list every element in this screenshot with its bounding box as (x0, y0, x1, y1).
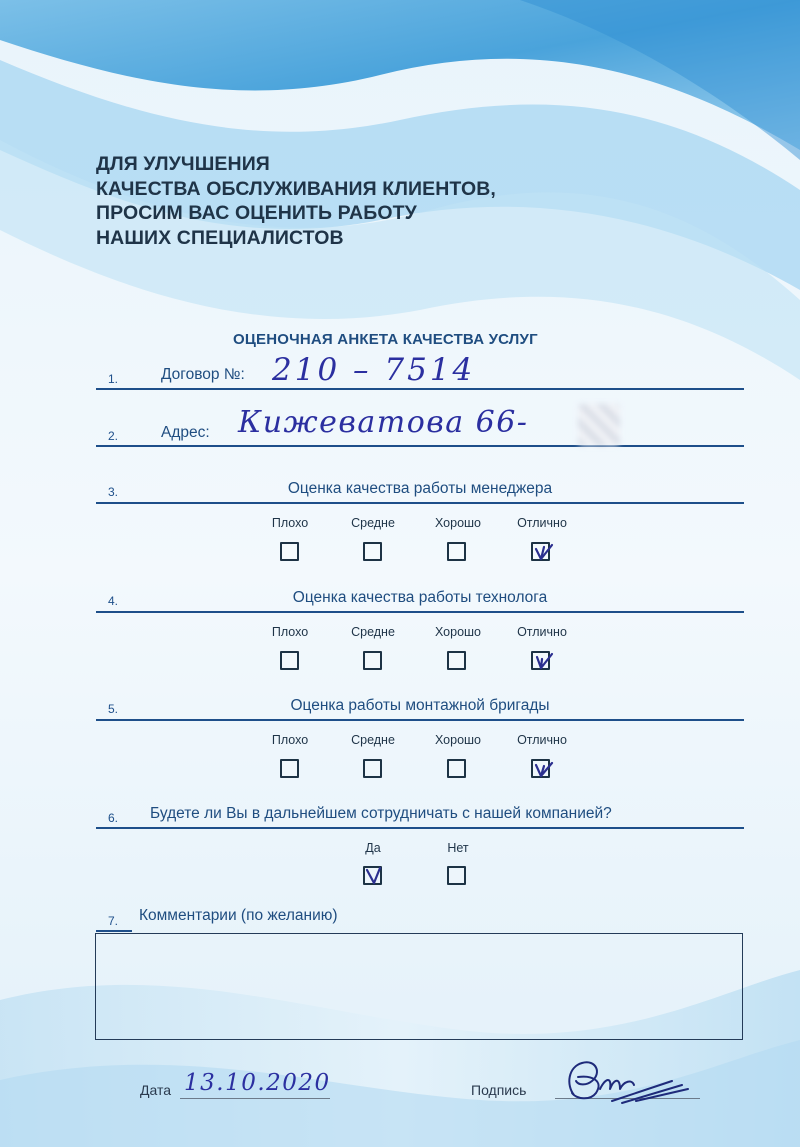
option-label-no: Нет (447, 841, 469, 855)
item-underline (96, 611, 744, 613)
item-number: 4. (108, 594, 119, 608)
crew-good-checkbox[interactable] (447, 759, 466, 778)
date-field[interactable]: 13.10.2020 (184, 1070, 331, 1096)
comments-label: Комментарии (по желанию) (139, 907, 338, 924)
contract-number-field[interactable]: 210 – 7514 (272, 352, 476, 388)
headline-line: КАЧЕСТВА ОБСЛУЖИВАНИЯ КЛИЕНТОВ, (96, 177, 496, 200)
item-number: 1. (108, 372, 119, 386)
item-number: 2. (108, 429, 119, 443)
item-underline (96, 445, 744, 447)
headline-line: ДЛЯ УЛУЧШЕНИЯ (96, 153, 270, 175)
redacted-patch (578, 404, 620, 446)
technologist-poor-checkbox[interactable] (280, 651, 299, 670)
checkmark-icon (530, 648, 558, 676)
form-title: ОЦЕНОЧНАЯ АНКЕТА КАЧЕСТВА УСЛУГ (233, 331, 538, 348)
signature-label: Подпись (471, 1082, 527, 1098)
manager-good-checkbox[interactable] (447, 542, 466, 561)
item-underline (96, 502, 744, 504)
manager-excellent-checkbox[interactable] (531, 542, 550, 561)
option-label-average: Средне (351, 733, 395, 747)
address-label: Адрес: (161, 424, 210, 441)
option-label-poor: Плохо (271, 516, 309, 530)
address-field[interactable]: Кижеватова 66- (238, 405, 529, 440)
checkmark-icon (362, 863, 390, 891)
checkmark-icon (530, 756, 558, 784)
option-label-good: Хорошо (434, 733, 482, 747)
headline-line: ПРОСИМ ВАС ОЦЕНИТЬ РАБОТУ (96, 202, 417, 224)
option-label-good: Хорошо (434, 625, 482, 639)
manager-poor-checkbox[interactable] (280, 542, 299, 561)
crew-excellent-checkbox[interactable] (531, 759, 550, 778)
item-underline (96, 388, 744, 390)
option-label-average: Средне (351, 516, 395, 530)
item-underline (96, 827, 744, 829)
date-underline (180, 1098, 330, 1099)
contract-label: Договор №: (161, 366, 245, 383)
technologist-good-checkbox[interactable] (447, 651, 466, 670)
item-number: 7. (108, 914, 119, 928)
item-number: 6. (108, 811, 119, 825)
date-label: Дата (140, 1082, 172, 1098)
item-number: 5. (108, 702, 119, 716)
item-number: 3. (108, 485, 119, 499)
rating-title-manager: Оценка качества работы менеджера (287, 480, 553, 497)
option-label-excellent: Отлично (517, 733, 567, 747)
cooperation-question: Будете ли Вы в дальнейшем сотрудничать с нашей компанией? (150, 805, 612, 822)
comments-textarea[interactable] (95, 933, 743, 1040)
option-label-excellent: Отлично (517, 625, 567, 639)
cooperation-yes-checkbox[interactable] (363, 866, 382, 885)
cooperation-no-checkbox[interactable] (447, 866, 466, 885)
technologist-excellent-checkbox[interactable] (531, 651, 550, 670)
technologist-average-checkbox[interactable] (363, 651, 382, 670)
page-headline (96, 152, 496, 250)
crew-average-checkbox[interactable] (363, 759, 382, 778)
item-underline (96, 719, 744, 721)
headline-line: НАШИХ СПЕЦИАЛИСТОВ (96, 226, 344, 249)
option-label-yes: Да (365, 841, 381, 855)
option-label-excellent: Отлично (517, 516, 567, 530)
item-underline (96, 930, 132, 932)
checkmark-icon (530, 539, 558, 567)
manager-average-checkbox[interactable] (363, 542, 382, 561)
option-label-good: Хорошо (434, 516, 482, 530)
option-label-average: Средне (351, 625, 395, 639)
option-label-poor: Плохо (271, 733, 309, 747)
option-label-poor: Плохо (271, 625, 309, 639)
signature-mark[interactable] (552, 1055, 702, 1115)
rating-title-technologist: Оценка качества работы технолога (292, 589, 548, 606)
crew-poor-checkbox[interactable] (280, 759, 299, 778)
rating-title-installation-crew: Оценка работы монтажной бригады (290, 697, 550, 714)
